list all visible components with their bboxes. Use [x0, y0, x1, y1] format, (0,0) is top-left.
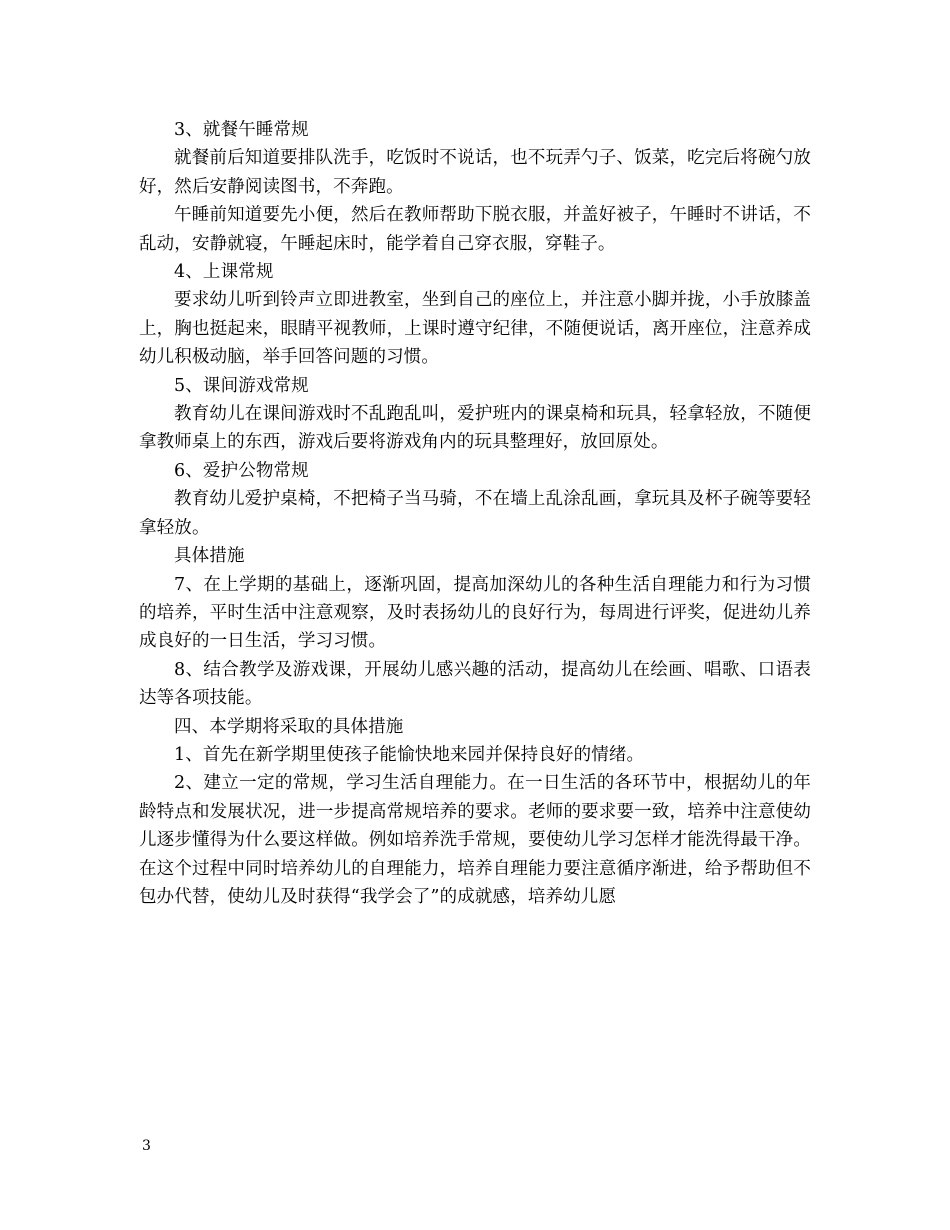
paragraph-public-property: 教育幼儿爱护桌椅，不把椅子当马骑，不在墙上乱涂乱画，拿玩具及杯子碗等要轻拿轻放。: [139, 489, 811, 538]
paragraph-nap: 午睡前知道要先小便，然后在教师帮助下脱衣服，并盖好被子，午睡时不讲话，不乱动，安静就寝，午睡起床时，能学着自己穿衣服，穿鞋子。: [139, 205, 811, 254]
paragraph-semester-measure-1: 1、首先在新学期里使孩子能愉快地来园并保持良好的情绪。: [174, 744, 645, 765]
paragraph-meal: 就餐前后知道要排队洗手，吃饭时不说话，也不玩弄勺子、饭菜，吃完后将碗勺放好，然后安静阅读图书，不奔跑。: [139, 148, 811, 197]
section-heading-meal-nap: 3、就餐午睡常规: [174, 120, 309, 140]
document-body: [139, 116, 811, 911]
section-heading-class: 4、上课常规: [174, 262, 274, 283]
paragraph-recess-games: 教育幼儿在课间游戏时不乱跑乱叫，爱护班内的课桌椅和玩具，轻拿轻放，不随便拿教师桌上的东西，游戏后要将游戏角内的玩具整理好，放回原处。: [139, 404, 811, 453]
section-heading-recess-games: 5、课间游戏常规: [174, 375, 309, 396]
section-heading-semester-measures: 四、本学期将采取的具体措施: [174, 716, 404, 737]
paragraph-semester-measure-2: 2、建立一定的常规，学习生活自理能力。在一日生活的各环节中，根据幼儿的年龄特点和发展状况，进一步提高常规培养的要求。老师的要求要一致，培养中注意使幼儿逐步懂得为什么要这样做。例如培养洗手常规，要使幼儿学习怎样才能洗得最干净。在这个过程中同时培养幼儿的自理能力，培养自理能力要注意循序渐进，给予帮助但不包办代替，使幼儿及时获得“我学会了”的成就感，培养幼儿愿: [139, 773, 811, 907]
section-heading-measures: 具体措施: [174, 546, 245, 567]
paragraph-measure-8: 8、结合教学及游戏课，开展幼儿感兴趣的活动，提高幼儿在绘画、唱歌、口语表达等各项技能。: [139, 659, 811, 709]
paragraph-measure-7: 7、在上学期的基础上，逐渐巩固，提高加深幼儿的各种生活自理能力和行为习惯的培养，平时生活中注意观察，及时表扬幼儿的良好行为，每周进行评奖，促进幼儿养成良好的一日生活，学习习惯。: [139, 574, 811, 652]
section-heading-public-property: 6、爱护公物常规: [174, 460, 309, 481]
paragraph-class: 要求幼儿听到铃声立即进教室，坐到自己的座位上，并注意小脚并拢，小手放膝盖上，胸也挺起来，眼睛平视教师，上课时遵守纪律，不随便说话，离开座位，注意养成幼儿积极动脑，举手回答问题的习惯。: [139, 290, 811, 368]
page-number: 3: [142, 1138, 151, 1154]
